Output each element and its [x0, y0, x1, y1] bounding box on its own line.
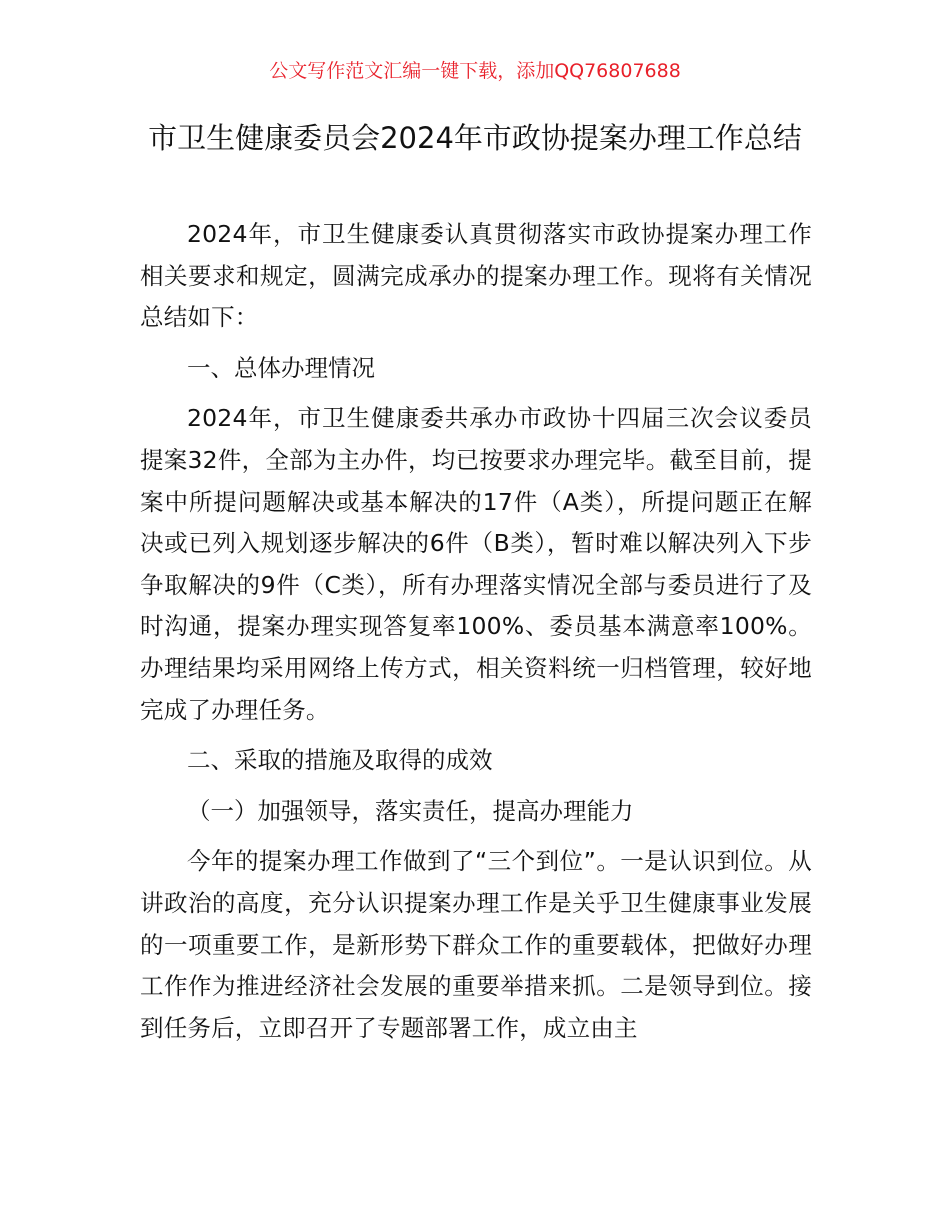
section-2-heading: 二、采取的措施及取得的成效: [187, 746, 493, 775]
section-1-heading: 一、总体办理情况: [187, 353, 375, 382]
intro-paragraph: 2024年，市卫生健康委认真贯彻落实市政协提案办理工作相关要求和规定，圆满完成承办的提案办理工作。现将有关情况总结如下：: [140, 220, 812, 332]
document-title: 市卫生健康委员会2024年市政协提案办理工作总结: [148, 121, 802, 155]
document-body: [140, 214, 812, 1049]
subsection-1-paragraph: 今年的提案办理工作做到了“三个到位”。一是认识到位。从讲政治的高度，充分认识提案办理工作是关乎卫生健康事业发展的一项重要工作，是新形势下群众工作的重要载体，把做好办理工作作为推进经济社会发展的重要举措来抓。二是领导到位。接到任务后，立即召开了专题部署工作，成立由主: [140, 847, 812, 1042]
header-download-note: 公文写作范文汇编一键下载，添加QQ76807688: [269, 60, 681, 82]
subsection-1-heading: （一）加强领导，落实责任，提高办理能力: [187, 796, 634, 825]
section-1-paragraph: 2024年，市卫生健康委共承办市政协十四届三次会议委员提案32件，全部为主办件，均已按要求办理完毕。截至目前，提案中所提问题解决或基本解决的17件（A类），所提问题正在解决或已列入规划逐步解决的6件（B类），暂时难以解决列入下步争取解决的9件（C类），所有办理落实情况全部与委员进行了及时沟通，提案办理实现答复率100%、委员基本满意率100%。办理结果均采用网络上传方式，相关资料统一归档管理，较好地完成了办理任务。: [140, 404, 812, 724]
